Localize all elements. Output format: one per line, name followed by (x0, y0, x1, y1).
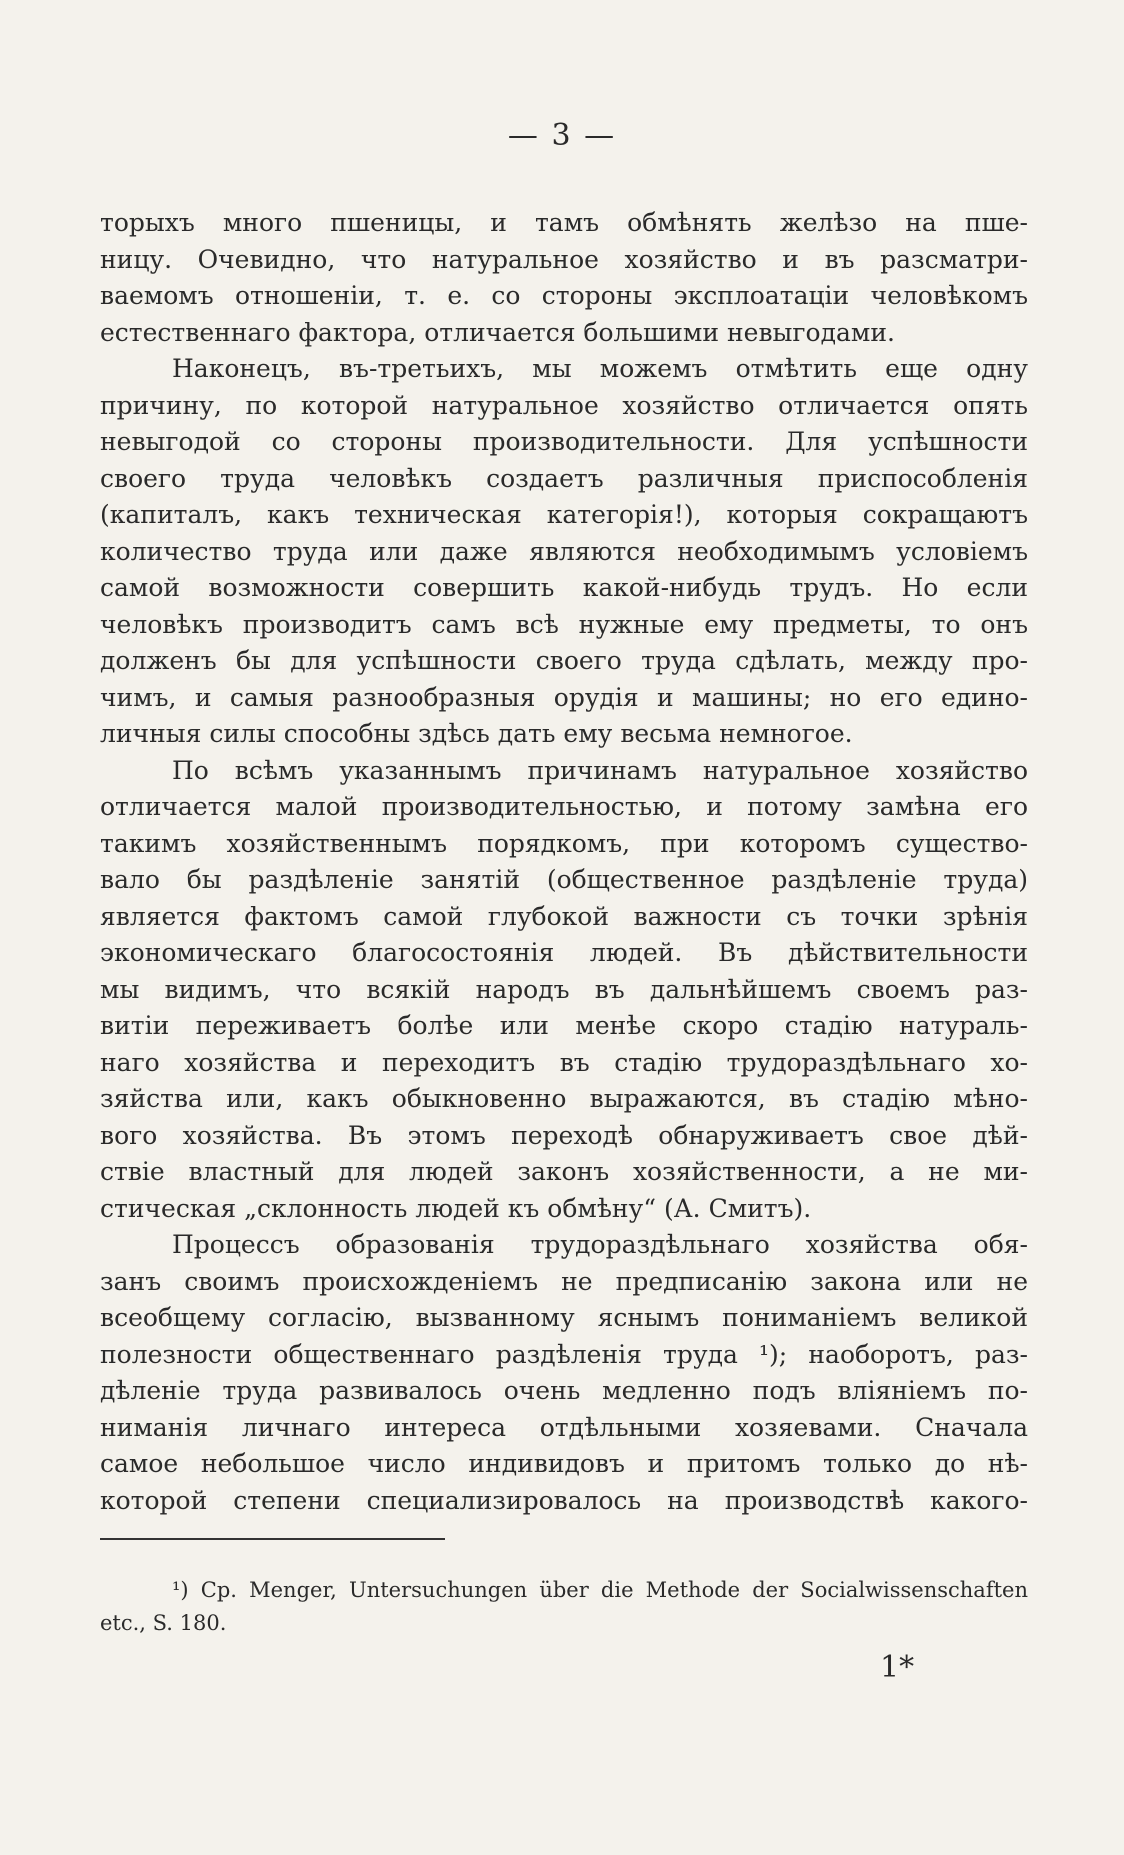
text-line: которой степени специализировалось на производствѣ какого- (100, 1485, 1028, 1515)
text-line: ваемомъ отношеніи, т. е. со стороны эксплоатаціи человѣкомъ (100, 281, 1028, 310)
text-line: человѣкъ производитъ самъ всѣ нужные ему предметы, то онъ (100, 609, 1028, 639)
text-line: отличается малой производительностью, и потому замѣна его (100, 792, 1028, 821)
text-line: долженъ бы для успѣшности своего труда сдѣлать, между про- (100, 646, 1028, 675)
text-line: Процессъ образованія трудораздѣльнаго хозяйства обя- (172, 1230, 1028, 1259)
text-line: является фактомъ самой глубокой важности съ точки зрѣнія (100, 901, 1028, 931)
text-line: занъ своимъ происхожденіемъ не предписанію закона или не (100, 1266, 1028, 1296)
footnote-line: ¹) Ср. Menger, Untersuchungen über die Methode der Socialwissenschaften (172, 1578, 1028, 1602)
footnotes (100, 1574, 1028, 1640)
text-line: ствіе властный для людей законъ хозяйственности, а не ми- (100, 1157, 1028, 1186)
text-line: самое небольшое число индивидовъ и притомъ только до нѣ- (100, 1449, 1028, 1478)
text-line: ниманія личнаго интереса отдѣльными хозяевами. Сначала (100, 1412, 1028, 1442)
text-line: всеобщему согласію, вызванному яснымъ пониманіемъ великой (100, 1303, 1028, 1332)
signature-mark: 1* (880, 1650, 915, 1685)
text-line: личныя силы способны здѣсь дать ему весьма немногое. (100, 719, 853, 748)
text-line: количество труда или даже являются необходимымъ условіемъ (100, 536, 1028, 566)
text-line: полезности общественнаго раздѣленія труда ¹); наоборотъ, раз- (100, 1339, 1028, 1369)
text-line: вало бы раздѣленіе занятій (общественное раздѣленіе труда) (100, 865, 1028, 894)
text-line: причину, по которой натуральное хозяйство отличается опять (100, 390, 1028, 420)
text-line: торыхъ много пшеницы, и тамъ обмѣнять желѣзо на пше- (100, 208, 1028, 237)
text-line: самой возможности совершить какой-нибудь трудъ. Но если (100, 573, 1028, 602)
footnote-line: etc., S. 180. (100, 1611, 227, 1635)
text-line: такимъ хозяйственнымъ порядкомъ, при которомъ существо- (100, 828, 1028, 858)
text-line: витіи переживаетъ болѣе или менѣе скоро стадію натураль- (100, 1011, 1028, 1040)
text-line: невыгодой со стороны производительности. Для успѣшности (100, 427, 1028, 456)
text-line: естественнаго фактора, отличается большими невыгодами. (100, 317, 895, 347)
page-number: — 3 — (507, 118, 617, 153)
text-line: чимъ, и самыя разнообразныя орудія и машины; но его едино- (100, 682, 1028, 712)
text-line: По всѣмъ указаннымъ причинамъ натуральное хозяйство (172, 755, 1028, 785)
text-line: экономическаго благосостоянія людей. Въ дѣйствительности (100, 938, 1028, 967)
text-line: вого хозяйства. Въ этомъ переходѣ обнаруживаетъ свое дѣй- (100, 1120, 1028, 1150)
text-line: дѣленіе труда развивалось очень медленно подъ вліяніемъ по- (100, 1376, 1028, 1405)
text-line: мы видимъ, что всякій народъ въ дальнѣйшемъ своемъ раз- (100, 974, 1028, 1004)
text-line: стическая „склонность людей къ обмѣну“ (А. Смитъ). (100, 1193, 812, 1223)
text-line: ницу. Очевидно, что натуральное хозяйство и въ разсматри- (100, 244, 1028, 274)
body-text (100, 205, 1028, 1519)
text-line: (капиталъ, какъ техническая категорія!), которыя сокращаютъ (100, 500, 1028, 529)
text-line: Наконецъ, въ-третьихъ, мы можемъ отмѣтить еще одну (172, 354, 1028, 383)
text-line: наго хозяйства и переходитъ въ стадію трудораздѣльнаго хо- (100, 1047, 1028, 1077)
text-line: зяйства или, какъ обыкновенно выражаются, въ стадію мѣно- (100, 1084, 1028, 1113)
footnote-rule (100, 1538, 445, 1540)
text-line: своего труда человѣкъ создаетъ различныя приспособленія (100, 463, 1028, 493)
